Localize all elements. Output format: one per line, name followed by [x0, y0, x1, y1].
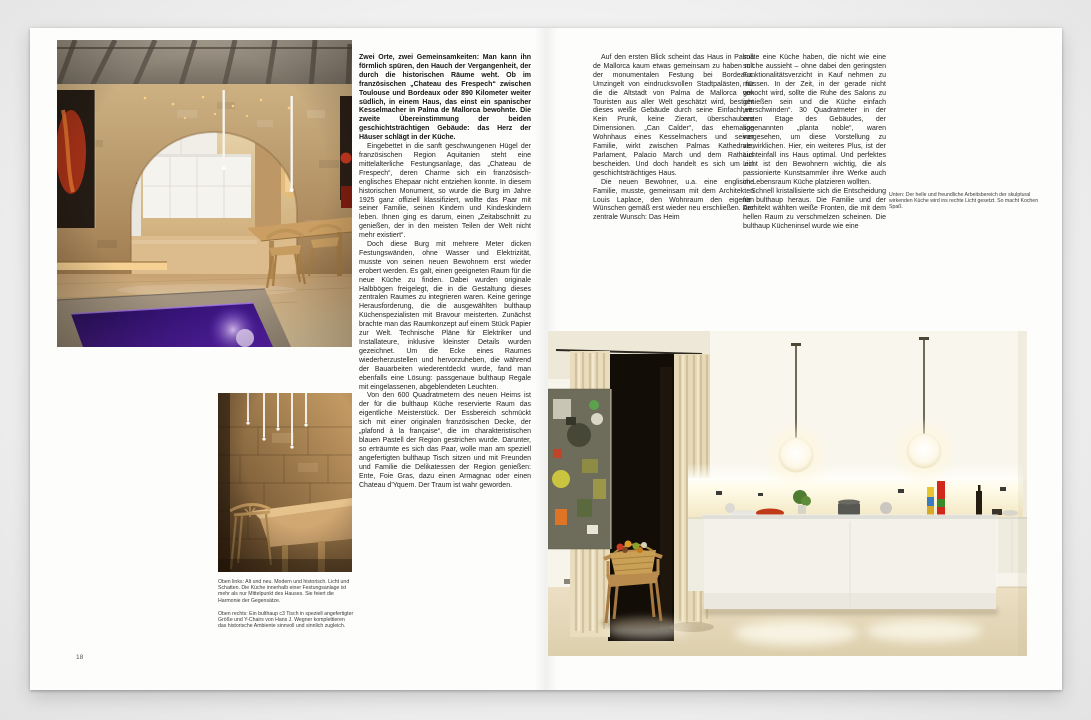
article-column-2: [593, 54, 754, 223]
article-paragraph: Doch diese Burg mit mehrere Meter dicken Festungswänden, ohne Wasser und Elektrizität, musste von seinen neuen Bewohnern erst wieder erobert werden. Es galt, einen geeigneten Raum für die neue Küche zu finden. Dabei wurden originale Halbbögen freigelegt, die in die Gestaltung dieses zentralen Raumes zu integrieren waren. Keine geringe Herausforderung, die die ausgewählten bulthaup Küchenspezialisten mit Bravour meisterten. Zunächst brachte man das Raumkonzept auf einem Stück Papier zur Welt. Technische Pläne für Elektriker und Installateure, inklusive kleinster Details wurden gezeichnet. Um die Ecke eines Raumes wiederherzustellen und hervorzuheben, die während der Bauarbeiten wiederentdeckt wurde, fand man ebenfalls eine Lösung: passgenaue bulthaup Regale mit eingelassenen, abgeblendeten Leuchten.: [359, 241, 531, 391]
article-column-1: [359, 54, 531, 490]
wall-socket: [564, 579, 570, 584]
article-paragraph: Auf den ersten Blick scheint das Haus in Palma de Mallorca kaum etwas gemeinsam zu haben mit der monumentalen Festung bei Bordeaux. Umzingelt von eindrucksvollen Stadtpalästen, für die die Altstadt von Palma de Mallorca von Touristen aus aller Welt geschätzt wird, besticht dieses weiße Gebäude durch seine Einfachheit. Kein Prunk, keine Zierart, überschaubare Dimensionen. „Can Calder“, das ehemalige Wohnhaus eines Kesselmachers und seiner Familie, wirkt zwischen Palmas Kathedrale, Parlament, Palacio March und dem Rathaus bescheiden. Und doch handelt es sich um ein geschichtsträchtiges Haus.: [593, 54, 754, 177]
article-paragraph: Schnell kristallisierte sich die Entscheidung für bulthaup heraus. Die Familie und der Architekt wählten weiße Fronten, die mit dem hellen Raum zu verschmelzen scheinen. Die bulthaup Kücheninsel wurde wie eine: [743, 187, 886, 231]
article-paragraph: Eingebettet in die sanft geschwungenen Hügel der französischen Region Aquitanien steht eine mittelalterliche Festungsanlage, das „Chateau de Frespech“, deren Charme sich ein französisch-englisches Ehepaar nicht entziehen konnte. In diesem historischen Monument, so wurde die Burg im Jahre 1925 ganz offiziell klassifiziert, wollte das Paar mit seiner Familie, seinen Kindern und Kindeskindern leben. Ihnen ging es darum, einen „Zeitabschnitt zu genießen, der in den meisten Teilen der Welt nicht mehr existiert“.: [359, 143, 531, 240]
article-paragraph: Die neuen Bewohner, u.a. eine englische Familie, musste, gemeinsam mit dem Architekten Louis Laplace, den Wohnraum den eigenen Wünschen gemäß erst wieder neu erschließen. Der zentrale Wunsch: Das Heim: [593, 178, 754, 222]
edge-shade: [1018, 331, 1027, 656]
caption-oben-rechts: Oben rechts: Ein bulthaup c3 Tisch in speziell angefertigter Größe und Y-Chairs von Hans J. Wegner komplettieren das historische Ambiente sinnvoll und sinnlich zugleich.: [218, 610, 354, 630]
photo-white-kitchen-island: [548, 331, 1027, 656]
article-intro: Zwei Orte, zwei Gemeinsamkeiten: Man kann ihn förmlich spüren, den Hauch der Vergangenheit, der durch die historischen Räume weht. Ob im französischen „Chateau des Frespech“ zwischen Toulouse und Bordeaux oder 890 Kilometer weiter südlich, in einem Haus, das einst ein spanischer Kesselmacher in Palma de Mallorca bewohnte. Die zweite Übereinstimmung der beiden geschichtsträchtigen Gebäude: das Herz der Häuser schlägt in der Küche.: [359, 54, 531, 142]
photo-stone-wall-candles-table: [218, 393, 352, 572]
backlight-halo: [688, 463, 1023, 479]
stone-wall-scene: [218, 393, 352, 572]
vignette: [57, 40, 352, 347]
vignette: [218, 393, 352, 572]
stone-arch-scene: [57, 40, 352, 347]
photo-captions-left: [218, 579, 354, 636]
article-paragraph: Von den 600 Quadratmetern des neuen Heims ist der für die bulthaup Küche reservierte Raum das eigentliche Meisterstück. Der Essbereich schmückt sich mit einer originalen französischen Decke, der „plafond à la française“, die im charakteristischen blauen Pastell der Region gestrichen wurde. Darunter, so erträumte es sich das Paar, wolle man am speziell angefertigten bulthaup Tisch sitzen und mit Freunden und Familie die Delikatessen der Region genießen: Ente, Foie Gras, dazu einen Armagnac oder einen Chateau d’Yquem. Der Traum ist wahr geworden.: [359, 392, 531, 489]
cabinet-left: [688, 519, 706, 591]
article-paragraph: sollte eine Küche haben, die nicht wie eine solche aussieht – ohne dabei den geringsten Funktionalitätsverzicht in Kauf nehmen zu müssen. In der Zeit, in der gerade nicht gekocht wird, sollte die Ruhe des Salons zu genießen sein und die Küche einfach „verschwinden“. 30 Quadratmeter in der ersten Etage des Gebäudes, der sogenannten „planta noble“, waren vorgesehen, um diese Vorstellung zu verwirklichen. Hier, ein weiteres Plus, ist der Lichteinfall ins Haus optimal. Und perfektes Licht ist den Bewohnern wichtig, die als passionierte Kunstsammler ihre Werke auch im Lebensraum Küche platzieren wollten.: [743, 54, 886, 186]
caption-unten: Unten: Der helle und freundliche Arbeitsbereich der skulptural wirkenden Küche wird ins rechte Licht gesetzt. So macht Kochen Spaß.: [889, 192, 1039, 211]
bright-wall: [710, 331, 1027, 481]
page-number: 18: [76, 654, 84, 661]
photo-stone-arch-kitchen: [57, 40, 352, 347]
magazine-spread: [30, 28, 1062, 690]
kitchen-island: [702, 515, 998, 610]
article-column-3: [743, 54, 886, 232]
white-kitchen-scene: [548, 331, 1027, 656]
abstract-painting: [548, 389, 611, 549]
caption-oben-links: Oben links: Alt und neu. Modern und historisch. Licht und Schatten. Die Küche innerhalb einer Festungsanlage ist mehr als nur Mittelpunkt des Hauses. Sie feiert die Harmonie der Gegensätze.: [218, 579, 350, 604]
island-shadow: [704, 608, 998, 615]
